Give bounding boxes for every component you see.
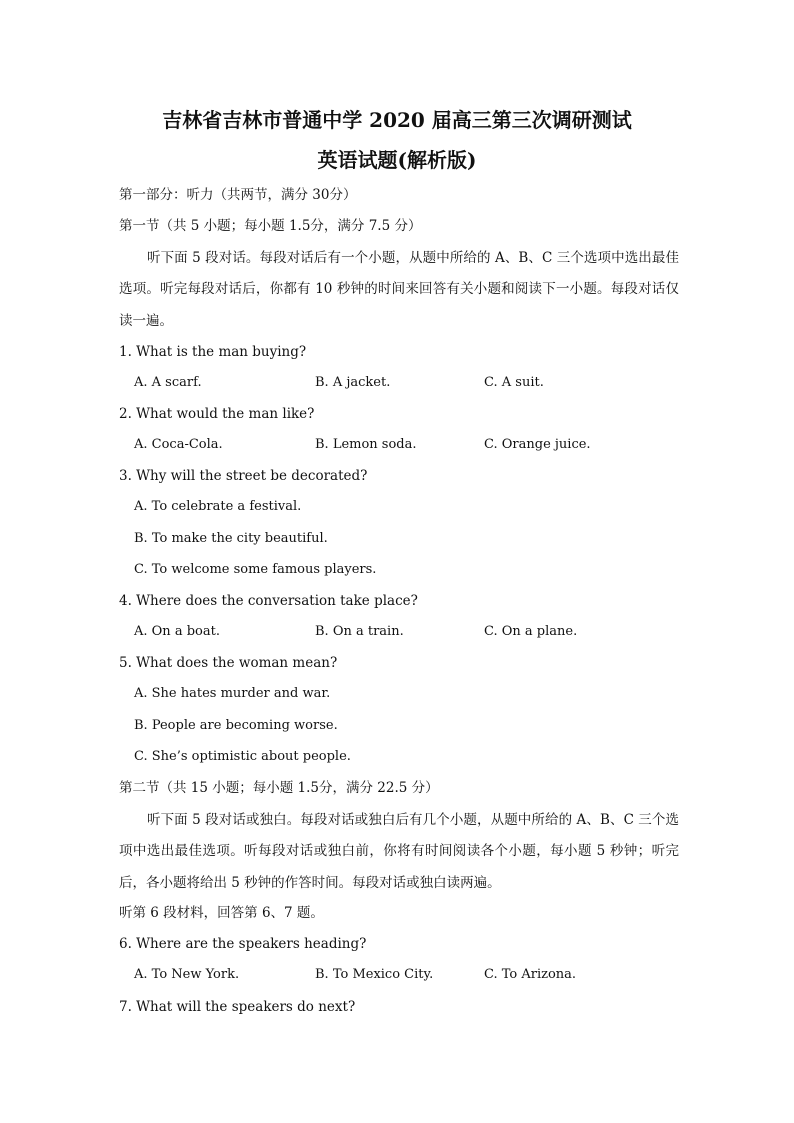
exam-title: 吉林省吉林市普通中学 2020 届高三第三次调研测试	[162, 108, 632, 132]
question-4-option-b: B. On a train.	[315, 624, 404, 639]
question-2-option-c: C. Orange juice.	[484, 437, 591, 452]
question-2-stem: 2. What would the man like?	[119, 406, 315, 422]
question-1-option-c: C. A suit.	[484, 375, 544, 390]
question-4-option-c: C. On a plane.	[484, 624, 578, 639]
section1-heading: 第一节（共 5 小题；每小题 1.5分，满分 7.5 分）	[119, 218, 422, 234]
question-3-option-c: C. To welcome some famous players.	[134, 562, 377, 577]
section1-instructions: 听下面 5 段对话。每段对话后有一个小题，从题中所给的 A、B、C 三个选项中选出最佳选项。听完每段对话后，你都有 10 秒钟的时间来回答有关小题和阅读下一小题。每段对话仅读一遍。	[119, 250, 679, 329]
question-6-option-a: A. To New York.	[134, 967, 240, 982]
question-2-option-b: B. Lemon soda.	[315, 437, 417, 452]
exam-subtitle: 英语试题(解析版)	[317, 148, 477, 172]
question-1-option-a: A. A scarf.	[134, 375, 202, 390]
question-6-option-c: C. To Arizona.	[484, 967, 577, 982]
question-6-stem: 6. Where are the speakers heading?	[119, 936, 367, 952]
question-1-option-b: B. A jacket.	[315, 375, 391, 390]
question-5-option-b: B. People are becoming worse.	[134, 718, 338, 733]
question-4-stem: 4. Where does the conversation take place?	[119, 593, 418, 609]
question-6-option-b: B. To Mexico City.	[315, 967, 434, 982]
question-5-stem: 5. What does the woman mean?	[119, 655, 338, 671]
section2-heading: 第二节（共 15 小题；每小题 1.5分，满分 22.5 分）	[119, 780, 439, 796]
question-5-option-c: C. She’s optimistic about people.	[134, 749, 351, 764]
question-4-option-a: A. On a boat.	[134, 624, 220, 639]
question-1-stem: 1. What is the man buying?	[119, 344, 307, 360]
section2-instructions: 听下面 5 段对话或独白。每段对话或独白后有几个小题，从题中所给的 A、B、C 三个选项中选出最佳选项。听每段对话或独白前，你将有时间阅读各个小题，每小题 5 秒钟；听完后，各小题将给出 5 秒钟的作答时间。每段对话或独白读两遍。	[119, 812, 679, 891]
question-2-option-a: A. Coca-Cola.	[134, 437, 223, 452]
question-3-option-b: B. To make the city beautiful.	[134, 531, 328, 546]
question-3-option-a: A. To celebrate a festival.	[134, 499, 302, 514]
question-7-stem: 7. What will the speakers do next?	[119, 999, 356, 1015]
question-5-option-a: A. She hates murder and war.	[134, 686, 331, 701]
part1-heading: 第一部分：听力（共两节，满分 30分）	[119, 187, 357, 203]
question-3-stem: 3. Why will the street be decorated?	[119, 468, 368, 484]
material-note: 听第 6 段材料，回答第 6、7 题。	[119, 905, 324, 921]
